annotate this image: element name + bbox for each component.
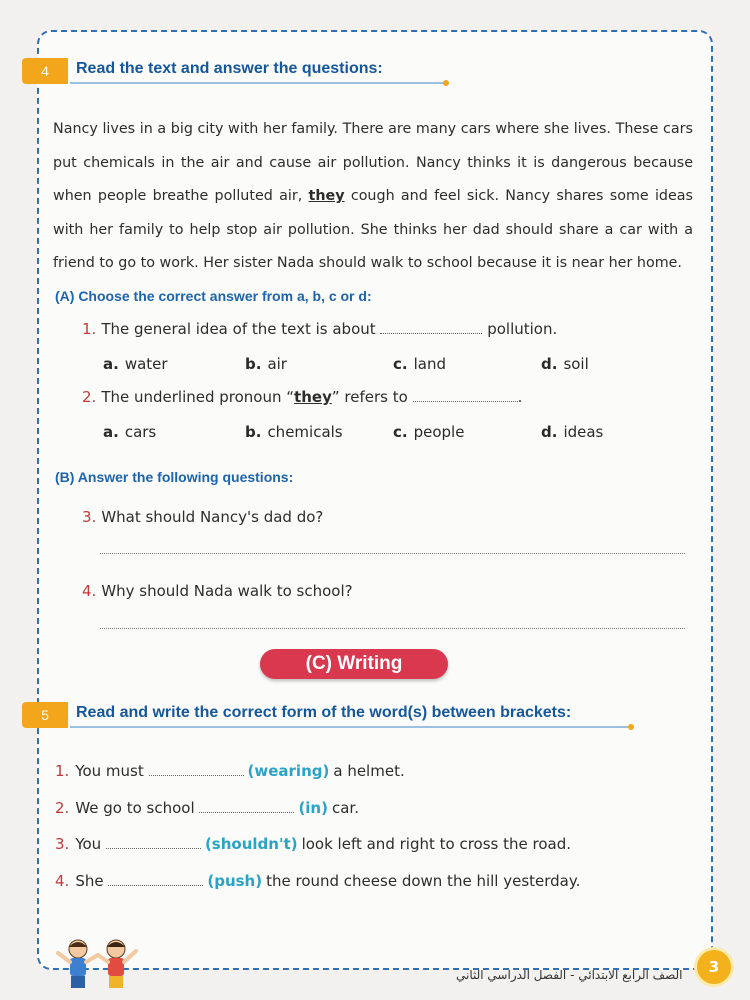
option-text: land bbox=[413, 355, 446, 373]
item-4-blank[interactable] bbox=[108, 885, 203, 886]
question-4-text: Why should Nada walk to school? bbox=[101, 582, 353, 600]
item-number: 4. bbox=[55, 872, 70, 890]
question-2-underlined-word: they bbox=[294, 388, 332, 406]
option-letter: d. bbox=[541, 423, 558, 441]
option-text: chemicals bbox=[267, 423, 343, 441]
reading-passage bbox=[53, 113, 693, 281]
q2-option-a[interactable] bbox=[103, 423, 156, 441]
writing-section-label: (C) Writing bbox=[260, 649, 448, 679]
question-1-blank[interactable] bbox=[380, 333, 482, 334]
q1-option-d[interactable] bbox=[541, 355, 589, 373]
item-number: 3. bbox=[55, 835, 70, 853]
bracket-word: (push) bbox=[207, 872, 263, 890]
question-3-number: 3. bbox=[82, 508, 97, 526]
item-number: 1. bbox=[55, 762, 70, 780]
section-5-title: Read and write the correct form of the word(s) between brackets: bbox=[76, 704, 572, 721]
section-4-underline bbox=[70, 82, 445, 84]
footer-grade-label: الصف الرابع الابتدائي - الفصل الدراسي الثاني bbox=[456, 968, 683, 982]
answer-line-3[interactable] bbox=[100, 553, 685, 554]
item-number: 2. bbox=[55, 799, 70, 817]
item-text-after: a helmet. bbox=[333, 762, 405, 780]
option-letter: a. bbox=[103, 423, 119, 441]
section-4-header bbox=[22, 58, 432, 84]
q2-option-c[interactable] bbox=[393, 423, 464, 441]
option-text: soil bbox=[563, 355, 589, 373]
item-3-blank[interactable] bbox=[106, 848, 201, 849]
part-b-heading: (B) Answer the following questions: bbox=[55, 469, 294, 485]
bracket-word: (in) bbox=[298, 799, 328, 817]
question-1 bbox=[82, 320, 557, 338]
option-letter: c. bbox=[393, 355, 408, 373]
option-text: cars bbox=[124, 423, 157, 441]
question-2-text-after: ” refers to bbox=[331, 388, 408, 406]
question-2-blank[interactable] bbox=[413, 401, 518, 402]
item-text: We go to school bbox=[75, 799, 195, 817]
question-1-text-after: pollution. bbox=[487, 320, 558, 338]
q1-option-a[interactable] bbox=[103, 355, 168, 373]
passage-text-2: cough and feel sick. Nancy shares some ideas with her family to help stop air pollution. She thinks her dad should share a car with a friend to go to work. Her sister Nada should walk to school because it is near her home. bbox=[53, 188, 693, 271]
question-2-text: The underlined pronoun “ bbox=[101, 388, 295, 406]
option-letter: a. bbox=[103, 355, 119, 373]
option-text: people bbox=[413, 423, 465, 441]
item-text-after: car. bbox=[331, 799, 359, 817]
option-letter: c. bbox=[393, 423, 408, 441]
passage-underlined-word: they bbox=[308, 188, 345, 204]
q2-option-d[interactable] bbox=[541, 423, 603, 441]
section-4-title: Read the text and answer the questions: bbox=[76, 60, 383, 77]
option-text: ideas bbox=[563, 423, 604, 441]
answer-line-4[interactable] bbox=[100, 628, 685, 629]
page-number: 3 bbox=[697, 950, 731, 984]
passage-text-1: Nancy lives in a big city with her family. There are many cars where she lives. These cars put chemicals in the air and cause air pollution. Nancy thinks it is dangerous because when people breathe polluted air, bbox=[53, 121, 693, 204]
bracket-word: (shouldn't) bbox=[204, 835, 298, 853]
option-letter: b. bbox=[245, 355, 262, 373]
question-3 bbox=[82, 508, 323, 526]
question-1-number: 1. bbox=[82, 320, 97, 338]
bracket-word: (wearing) bbox=[247, 762, 330, 780]
question-1-text: The general idea of the text is about bbox=[101, 320, 376, 338]
item-text: You bbox=[75, 835, 102, 853]
q1-option-c[interactable] bbox=[393, 355, 446, 373]
question-2-end: . bbox=[517, 388, 523, 406]
q2-option-b[interactable] bbox=[245, 423, 343, 441]
item-text: She bbox=[75, 872, 104, 890]
q1-option-b[interactable] bbox=[245, 355, 287, 373]
question-3-text: What should Nancy's dad do? bbox=[101, 508, 324, 526]
section-4-number: 4 bbox=[22, 58, 68, 84]
question-2-number: 2. bbox=[82, 388, 97, 406]
children-illustration bbox=[50, 935, 145, 1000]
writing-item-4 bbox=[55, 872, 580, 890]
writing-item-3 bbox=[55, 835, 571, 853]
question-2 bbox=[82, 388, 522, 406]
item-text: You must bbox=[75, 762, 144, 780]
writing-item-1 bbox=[55, 762, 405, 780]
section-5-header bbox=[22, 702, 642, 728]
part-a-heading: (A) Choose the correct answer from a, b, c or d: bbox=[55, 288, 372, 304]
option-text: water bbox=[124, 355, 168, 373]
section-5-number: 5 bbox=[22, 702, 68, 728]
item-2-blank[interactable] bbox=[199, 812, 294, 813]
option-letter: d. bbox=[541, 355, 558, 373]
item-text-after: the round cheese down the hill yesterday. bbox=[266, 872, 581, 890]
section-5-underline bbox=[70, 726, 630, 728]
writing-item-2 bbox=[55, 799, 359, 817]
item-text-after: look left and right to cross the road. bbox=[301, 835, 571, 853]
option-letter: b. bbox=[245, 423, 262, 441]
option-text: air bbox=[267, 355, 287, 373]
item-1-blank[interactable] bbox=[149, 775, 244, 776]
question-4 bbox=[82, 582, 353, 600]
question-4-number: 4. bbox=[82, 582, 97, 600]
